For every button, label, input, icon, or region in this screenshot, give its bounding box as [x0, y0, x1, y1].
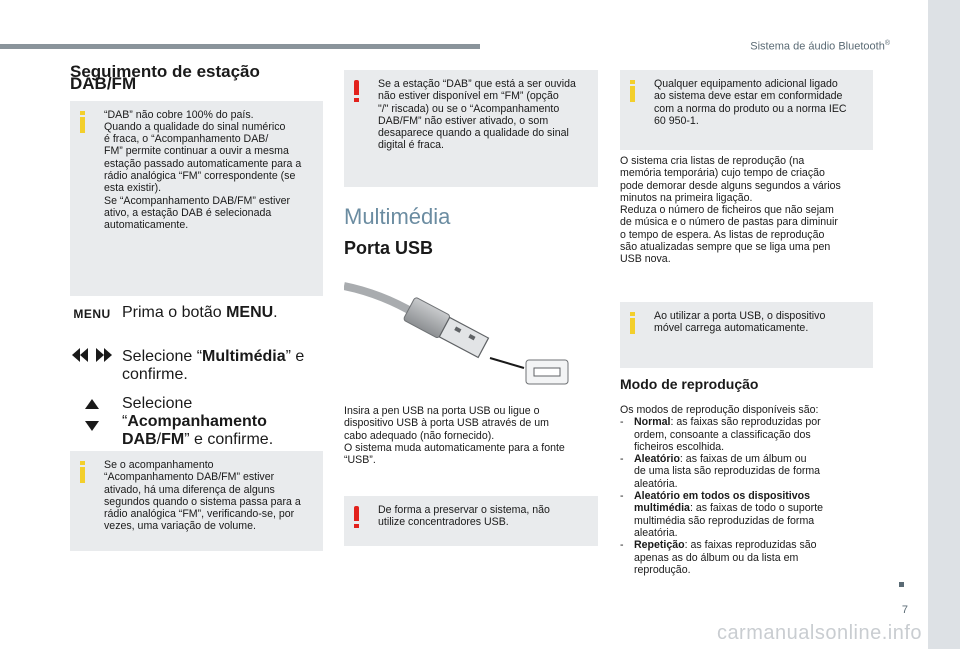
- info-icon: [630, 80, 635, 102]
- middle-column: [344, 70, 598, 187]
- list-item: - Aleatório: as faixas de um álbum ou de uma lista são reproduzidas de forma aleatória.: [620, 453, 821, 490]
- list-item: - Repetição: as faixas reproduzidas são apenas as do álbum ou da lista em reprodução.: [620, 539, 817, 576]
- warning-box-usb: [344, 496, 598, 546]
- info-icon: [80, 111, 85, 133]
- step-menu-text: Prima o botão MENU.: [122, 304, 278, 321]
- play-modes-list: [620, 416, 873, 576]
- section-title-multimedia: Multimédia: [344, 204, 451, 229]
- playlist-paragraph: O sistema cria listas de reprodução (na memória temporária) cujo tempo de criação pode demorar desde alguns segundos a vários minutos na primeira ligação. Reduza o número de ficheiros que não sejam de música e o número de pastas para diminuir o tempo de espera. As listas de reprodução são atualizadas sempre que se liga uma pen USB nova.: [620, 155, 841, 266]
- info-box-iec: [620, 70, 873, 150]
- step-multimedia-text: Selecione “Multimédia” e confirme.: [122, 348, 305, 383]
- section-title-dab-fm: Seguimento de estação DAB/FM: [70, 62, 260, 94]
- warning-box-usb-wrapper: [344, 496, 598, 546]
- info-box-follow-wrapper: [70, 451, 323, 551]
- warning-text-usb: De forma a preservar o sistema, não utilize concentradores USB.: [378, 504, 550, 529]
- info-box-iec-wrapper: [620, 70, 873, 150]
- step-follow-text: Selecione “Acompanhamento DAB/FM” e confirme.: [122, 395, 274, 448]
- play-modes-block: [620, 404, 873, 576]
- page-number: 7: [901, 604, 908, 616]
- info-box-dab: [70, 101, 323, 296]
- info-box-follow: [70, 451, 323, 551]
- info-text-follow: Se o acompanhamento “Acompanhamento DAB/FM” estiver ativado, há uma diferença de alguns segundos quando o sistema passa para a rádio analógica “FM”, verificando-se, por vezes, uma variação de volume.: [104, 459, 301, 533]
- header-rule: [0, 44, 480, 49]
- seek-left-right-icon: [68, 348, 116, 367]
- warning-box-dab: [344, 70, 598, 187]
- left-column: [70, 62, 323, 296]
- list-item: - Normal: as faixas são reproduzidas por ordem, consoante a classificação dos ficheiros escolhida.: [620, 416, 821, 453]
- side-strip: [928, 0, 960, 649]
- info-box-charging: [620, 302, 873, 368]
- info-icon: [630, 312, 635, 334]
- warning-icon: [354, 80, 359, 102]
- play-modes-intro: Os modos de reprodução disponíveis são:: [620, 404, 819, 416]
- watermark: carmanualsonline.info: [716, 622, 922, 644]
- list-item: - Aleatório em todos os dispositivos multimédia: as faixas de todo o suporte multimédia são reproduzidas de forma aleatória.: [620, 490, 824, 539]
- info-icon: [80, 461, 85, 483]
- warning-text-dab: Se a estação “DAB” que está a ser ouvida não estiver disponível em “FM” (opção "/" riscada) ou se o “Acompanhamento DAB/FM” não estiver ativado, o som desaparece quando a qualidade do sinal digital é fraca.: [378, 78, 576, 152]
- info-text-iec: Qualquer equipamento adicional ligado ao sistema deve estar em conformidade com a norma do produto ou a norma IEC 60 950-1.: [654, 78, 847, 127]
- subsection-title-usb: Porta USB: [344, 238, 434, 258]
- warning-icon: [354, 506, 359, 528]
- page-header-title: Sistema de áudio Bluetooth®: [750, 40, 890, 53]
- info-text-dab: “DAB” não cobre 100% do país. Quando a qualidade do sinal numérico é fraca, o “Acompanhamento DAB/ FM” permite continuar a ouvir a mesma estação passado automaticamente para a rádio analógica “FM” correspondente (se esta existir). Se “Acompanhamento DAB/FM” estiver ativo, a estação DAB é selecionada automaticamente.: [104, 108, 302, 232]
- subsection-title-play-mode: Modo de reprodução: [620, 376, 759, 392]
- usb-plug-illustration: [344, 276, 574, 393]
- info-text-charging: Ao utilizar a porta USB, o dispositivo móvel carrega automaticamente.: [654, 310, 826, 335]
- end-of-page-marker: [899, 582, 904, 587]
- menu-button-icon: MENU: [73, 307, 111, 321]
- up-down-arrows-icon: [68, 399, 116, 436]
- info-box-charging-wrapper: [620, 302, 873, 368]
- usb-instructions: Insira a pen USB na porta USB ou ligue o dispositivo USB à porta USB através de um cabo adequado (não fornecido). O sistema muda automaticamente para a fonte “USB”.: [344, 405, 565, 467]
